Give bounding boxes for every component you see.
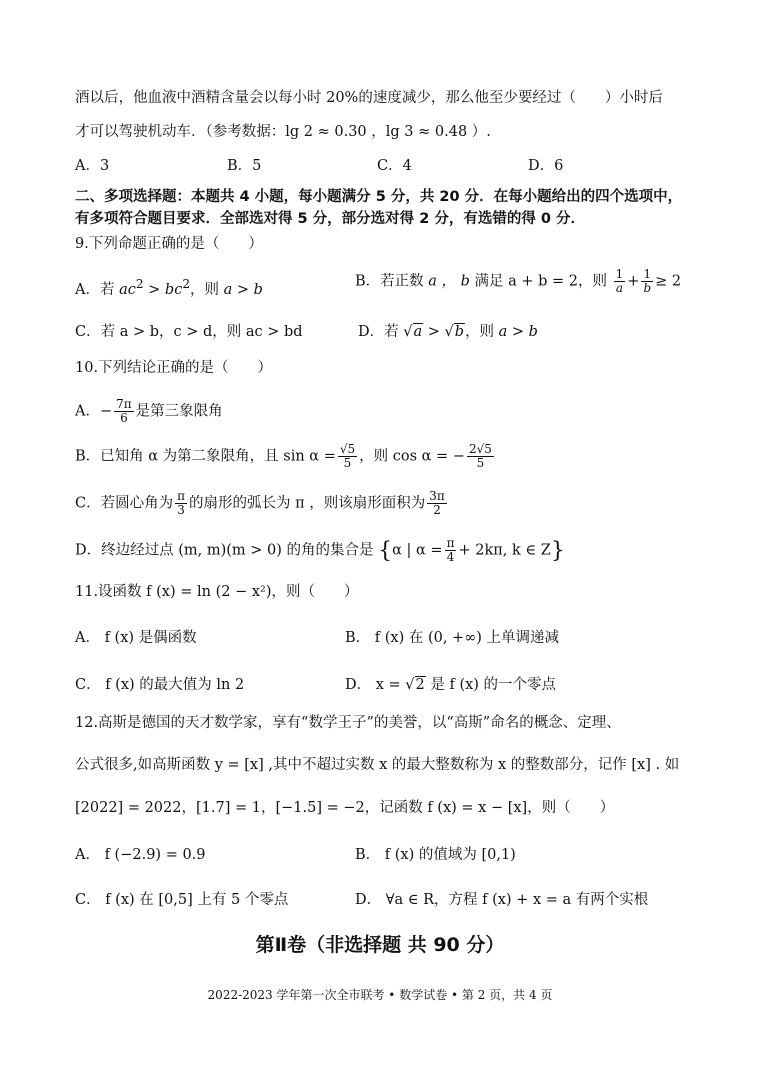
intro-line-1: 酒以后，他血液中酒精含量会以每小时 20%的速度减少，那么他至少要经过（ ）小时后 xyxy=(75,90,663,106)
fraction: $\frac{3\pi}{2}$ xyxy=(429,489,445,517)
fraction: $\frac{\pi}{3}$ xyxy=(177,489,185,517)
q12-option-b: B． f (x) 的值域为 [0,1) xyxy=(355,847,516,863)
q12-option-d: D． ∀a ∈ R，方程 f (x) + x = a 有两个实根 xyxy=(355,892,649,908)
q11-option-d: D． x = √2 是 f (x) 的一个零点 xyxy=(345,677,557,693)
q9-option-b: B．若正数 a ， b 满足 a + b = 2，则 $\frac{1}{a}$ + $\frac{1}{b}$ ≥ 2 xyxy=(355,267,682,295)
page-footer: 2022-2023 学年第一次全市联考 • 数学试卷 • 第 2 页，共 4 页 xyxy=(207,988,553,1002)
fraction: $\frac{√5}{5}$ xyxy=(339,442,356,470)
q12-line-2: 公式很多,如高斯函数 y = [x] ,其中不超过实数 x 的最大整数称为 x 的整数部分，记作 [x] . 如 xyxy=(75,757,680,773)
q9-stem: 9.下列命题正确的是（ ） xyxy=(75,236,263,252)
intro-line-2: 才可以驾驶机动车．（参考数据：lg 2 ≈ 0.30 ，lg 3 ≈ 0.48 ）. xyxy=(75,124,491,140)
section2-line-2: 有多项符合题目要求．全部选对得 5 分，部分选对得 2 分，有选错的得 0 分． xyxy=(75,211,586,227)
q10-option-c: C．若圆心角为 $\frac{\pi}{3}$ 的扇形的弧长为 π ，则该扇形面积为 $\frac{3\pi}{2}$ xyxy=(75,489,445,517)
q12-line-3: [2022] = 2022，[1.7] = 1，[−1.5] = −2，记函数 f (x) = x − [x]，则（ ） xyxy=(75,800,615,816)
q10-option-d: D．终边经过点 (m, m)(m > 0) 的角的集合是 {α | α = $\frac{\pi}{4}$ + 2kπ, k ∈ Z} xyxy=(75,536,565,564)
choice-d: D．6 xyxy=(528,158,564,174)
q10-stem: 10.下列结论正确的是（ ） xyxy=(75,360,273,376)
choice-a: A．3 xyxy=(75,158,110,174)
q9-option-a: A．若 $ac^2 > bc^2$，则 a > b xyxy=(75,277,263,298)
choice-c: C．4 xyxy=(377,158,412,174)
choice-b: B．5 xyxy=(227,158,262,174)
q10-option-b: B．已知角 α 为第二象限角，且 sin α = $\frac{√5}{5}$ ，则 cos α = − $\frac{2√5}{5}$ xyxy=(75,442,492,470)
section2-line-1: 二、多项选择题：本题共 4 小题，每小题满分 5 分，共 20 分．在每小题给出的四个选项中， xyxy=(75,189,683,205)
fraction: $\frac{1}{b}$ xyxy=(643,267,652,295)
q11-option-b: B． f (x) 在 (0, +∞) 上单调递减 xyxy=(345,630,560,646)
fraction: $\frac{\pi}{4}$ xyxy=(446,536,455,564)
q9-option-d: D．若 √a > √b，则 a > b xyxy=(358,324,538,340)
q12-option-a: A． f (−2.9) = 0.9 xyxy=(75,847,206,863)
q11-option-a: A． f (x) 是偶函数 xyxy=(75,630,197,646)
fraction: $\frac{2√5}{5}$ xyxy=(468,442,492,470)
q12-line-1: 12.高斯是德国的天才数学家，享有“数学王子”的美誉，以“高斯”命名的概念、定理、 xyxy=(75,715,621,731)
fraction: $\frac{7\pi}{6}$ xyxy=(116,397,132,425)
q12-option-c: C． f (x) 在 [0,5] 上有 5 个零点 xyxy=(75,892,289,908)
q11-option-c: C． f (x) 的最大值为 ln 2 xyxy=(75,677,245,693)
q11-stem: 11.设函数 f (x) = ln (2 − x²)，则（ ） xyxy=(75,584,359,600)
section-title: 第Ⅱ卷（非选择题 共 90 分） xyxy=(255,934,505,956)
q10-option-a: A．− $\frac{7\pi}{6}$ 是第三象限角 xyxy=(75,397,223,425)
q9-option-c: C．若 a > b，c > d，则 ac > bd xyxy=(75,324,303,340)
fraction: $\frac{1}{a}$ xyxy=(615,267,624,295)
